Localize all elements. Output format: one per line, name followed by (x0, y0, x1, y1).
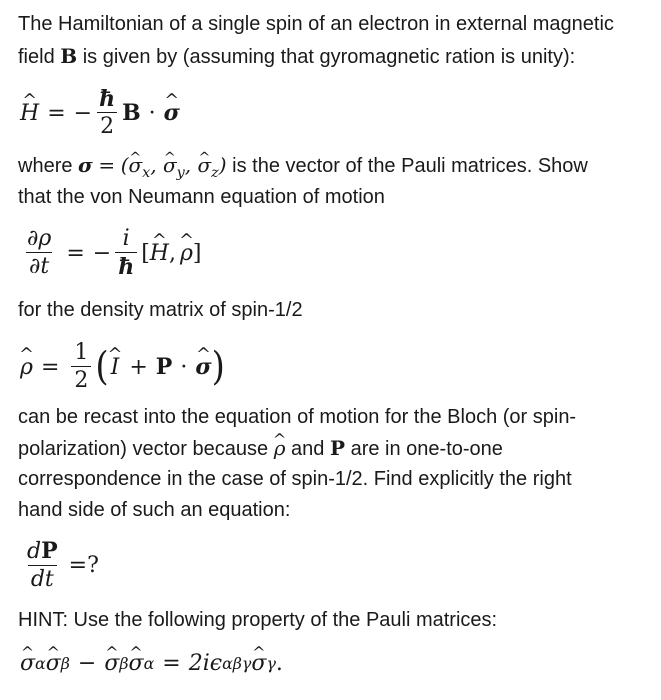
hbar-over-2-fraction: $\frac{ħ}{2}$ (99, 86, 116, 139)
recast-line-2: polarization) vector because ^ ρ and P are in one-to-one (18, 436, 503, 461)
i-over-hbar-fraction: $\frac{i}{ħ}$ (115, 227, 137, 279)
one-half-fraction: $\frac{1}{2}$ (71, 341, 91, 393)
von-neumann-intro: that the von Neumann equation of motion (18, 186, 385, 208)
pauli-property-equation: ^ σ α ^ σ β − ^ σ β ^ σ α = 2i ϵ αβγ ^ σ γ . (20, 644, 283, 682)
density-matrix-text: for the density matrix of spin-1/2 (18, 299, 303, 321)
density-matrix-equation: ^ ρ = $\frac{1}{2}$ ( ^ I + P · ^ σ ) (20, 336, 225, 398)
hamiltonian-equation: ^ H = − $\frac{ħ}{2}$ B · ^ σ (20, 82, 180, 144)
von-neumann-equation: $\frac{\partial\rho}{\partial t}$ = − $\frac{i}{ħ}$ [ ^ H , ^ ρ ] (20, 222, 202, 284)
recast-line-1: can be recast into the equation of motion for the Bloch (or spin- (18, 406, 577, 428)
dP-dt-fraction: $\frac{dP}{dt}$ (27, 537, 58, 592)
intro-line-2: field B is given by (assuming that gyromagnetic ration is unity): (18, 44, 576, 68)
d-rho-dt-fraction: $\frac{\partial\rho}{\partial t}$ (27, 226, 52, 279)
recast-line-3: correspondence in the case of spin-1/2. Find explicitly the right (18, 468, 572, 490)
bloch-question-equation: $\frac{dP}{dt}$ =? (20, 534, 99, 596)
intro-line-1: The Hamiltonian of a single spin of an electron in external magnetic (18, 13, 614, 35)
recast-line-4: hand side of such an equation: (18, 499, 291, 521)
hint-text: HINT: Use the following property of the Pauli matrices: (18, 609, 498, 631)
where-sigma-line: where σ = (^ $\sigma_x$, ^ $\sigma_y$, ^ $\sigma_z$) is the vector of the Pauli matrices. Show (18, 153, 588, 185)
field-B-symbol: B (60, 44, 78, 68)
